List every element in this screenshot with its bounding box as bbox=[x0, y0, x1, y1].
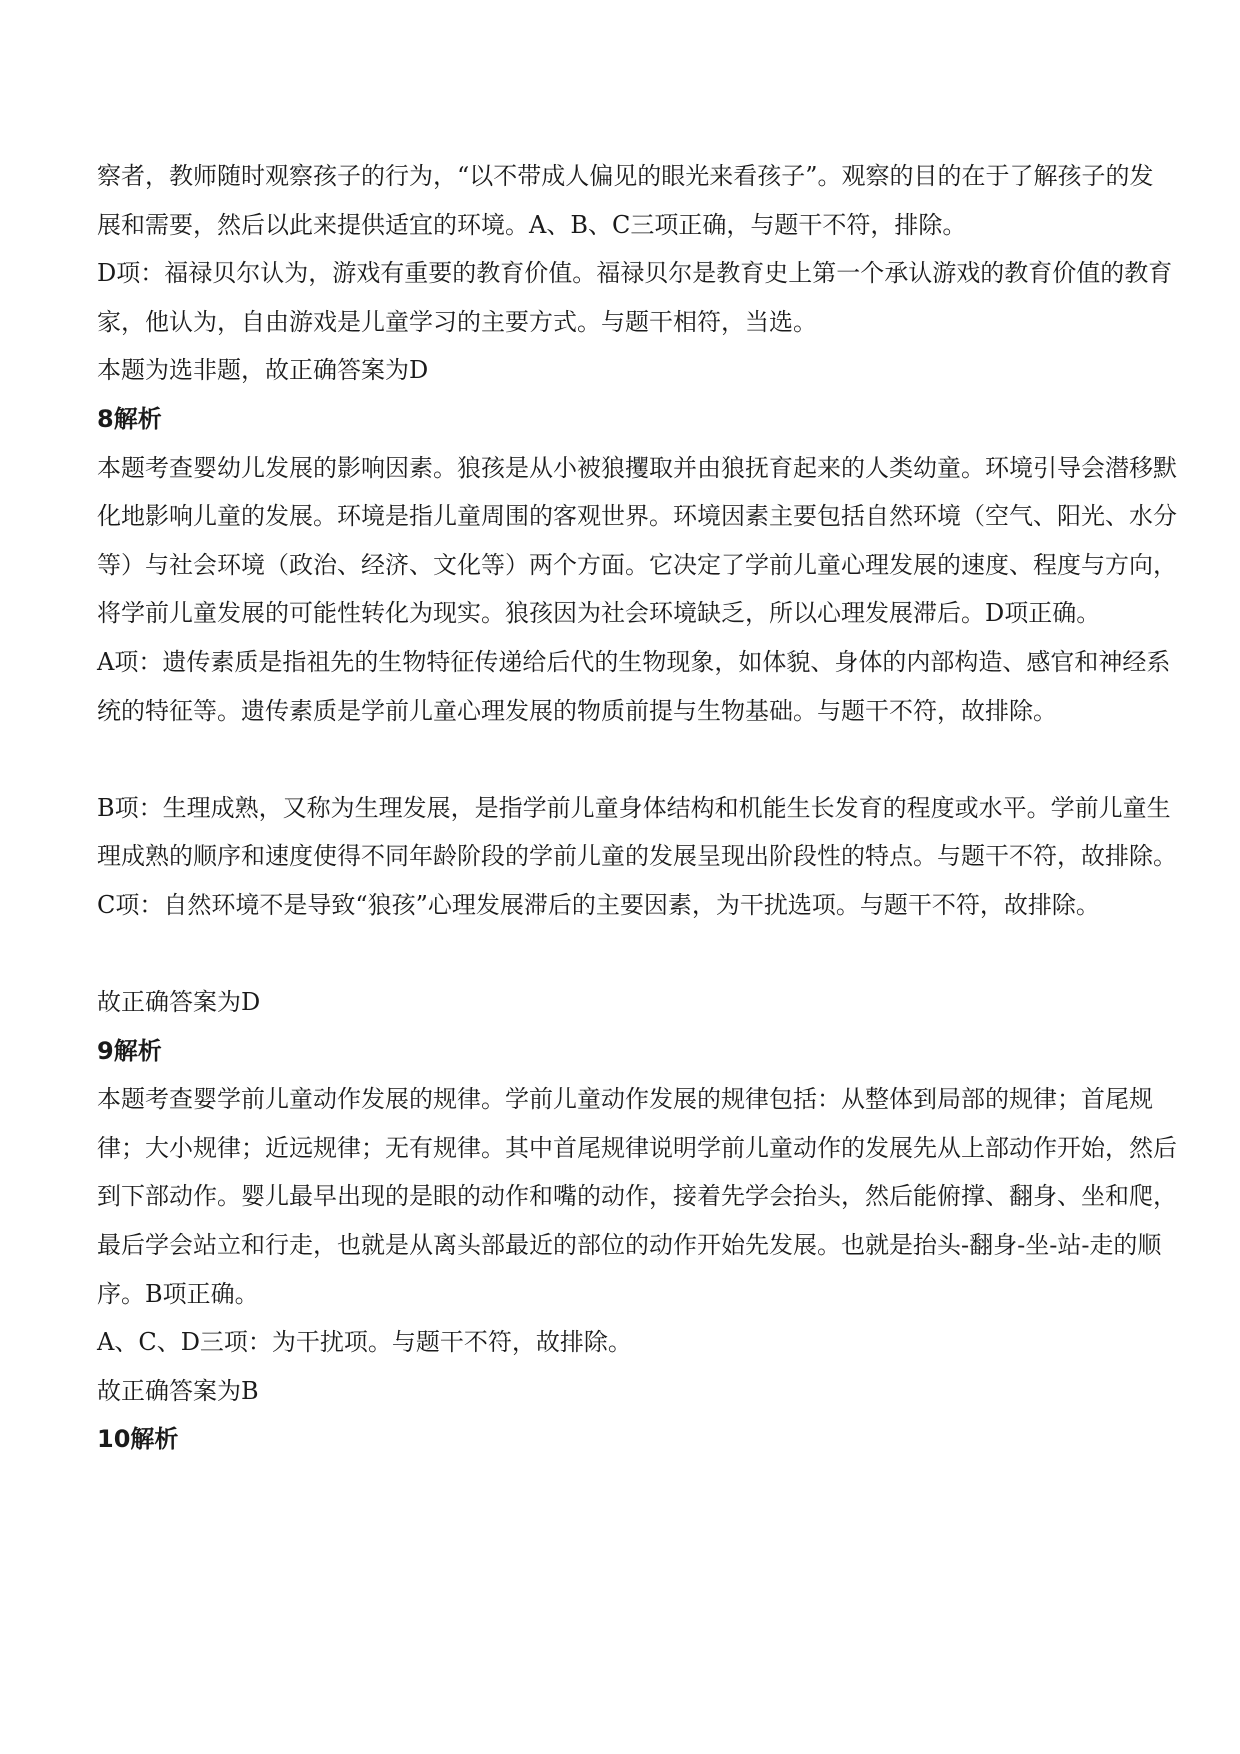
paragraph-q8-option-b: B项：生理成熟，又称为生理发展，是指学前儿童身体结构和机能生长发育的程度或水平。学前儿童生理成熟的顺序和速度使得不同年龄阶段的学前儿童的发展呈现出阶段性的特点。与题干不符，故排除。 bbox=[97, 793, 1177, 871]
paragraph-q8-explanation: 本题考查婴幼儿发展的影响因素。狼孩是从小被狼攫取并由狼抚育起来的人类幼童。环境引导会潜移默化地影响儿童的发展。环境是指儿童周围的客观世界。环境因素主要包括自然环境（空气、阳光、水分等）与社会环境（政治、经济、文化等）两个方面。它决定了学前儿童心理发展的速度、程度与方向，将学前儿童发展的可能性转化为现实。狼孩因为社会环境缺乏，所以心理发展滞后。D项正确。 bbox=[97, 453, 1177, 628]
paragraph-q8-answer: 故正确答案为D bbox=[97, 988, 261, 1017]
paragraph-q7-option-d: D项：福禄贝尔认为，游戏有重要的教育价值。福禄贝尔是教育史上第一个承认游戏的教育价值的教育家，他认为，自由游戏是儿童学习的主要方式。与题干相符，当选。 bbox=[97, 259, 1173, 336]
paragraph-q8-option-c: C项：自然环境不是导致“狼孩”心理发展滞后的主要因素，为干扰选项。与题干不符，故排除。 bbox=[97, 890, 1100, 919]
page-content bbox=[97, 152, 1177, 1464]
paragraph-q9-explanation: 本题考查婴学前儿童动作发展的规律。学前儿童动作发展的规律包括：从整体到局部的规律；首尾规律；大小规律；近远规律；无有规律。其中首尾规律说明学前儿童动作的发展先从上部动作开始，然后到下部动作。婴儿最早出现的是眼的动作和嘴的动作，接着先学会抬头，然后能俯撑、翻身、坐和爬，最后学会站立和行走，也就是从离头部最近的部位的动作开始先发展。也就是抬头-翻身-坐-站-走的顺序。B项正确。 bbox=[97, 1085, 1177, 1308]
paragraph-q7-answer: 本题为选非题，故正确答案为D bbox=[97, 356, 429, 385]
heading-q10-analysis: 10解析 bbox=[97, 1425, 179, 1454]
paragraph-q9-options-acd: A、C、D三项：为干扰项。与题干不符，故排除。 bbox=[97, 1328, 632, 1357]
heading-q8-analysis: 8解析 bbox=[97, 404, 162, 433]
paragraph-q7-explanation-end: 察者，教师随时观察孩子的行为，“以不带成人偏见的眼光来看孩子”。观察的目的在于了解孩子的发展和需要，然后以此来提供适宜的环境。A、B、C三项正确，与题干不符，排除。 bbox=[97, 162, 1154, 239]
paragraph-q8-option-a: A项：遗传素质是指祖先的生物特征传递给后代的生物现象，如体貌、身体的内部构造、感官和神经系统的特征等。遗传素质是学前儿童心理发展的物质前提与生物基础。与题干不符，故排除。 bbox=[97, 647, 1171, 725]
paragraph-q9-answer: 故正确答案为B bbox=[97, 1376, 259, 1405]
heading-q9-analysis: 9解析 bbox=[97, 1036, 162, 1065]
